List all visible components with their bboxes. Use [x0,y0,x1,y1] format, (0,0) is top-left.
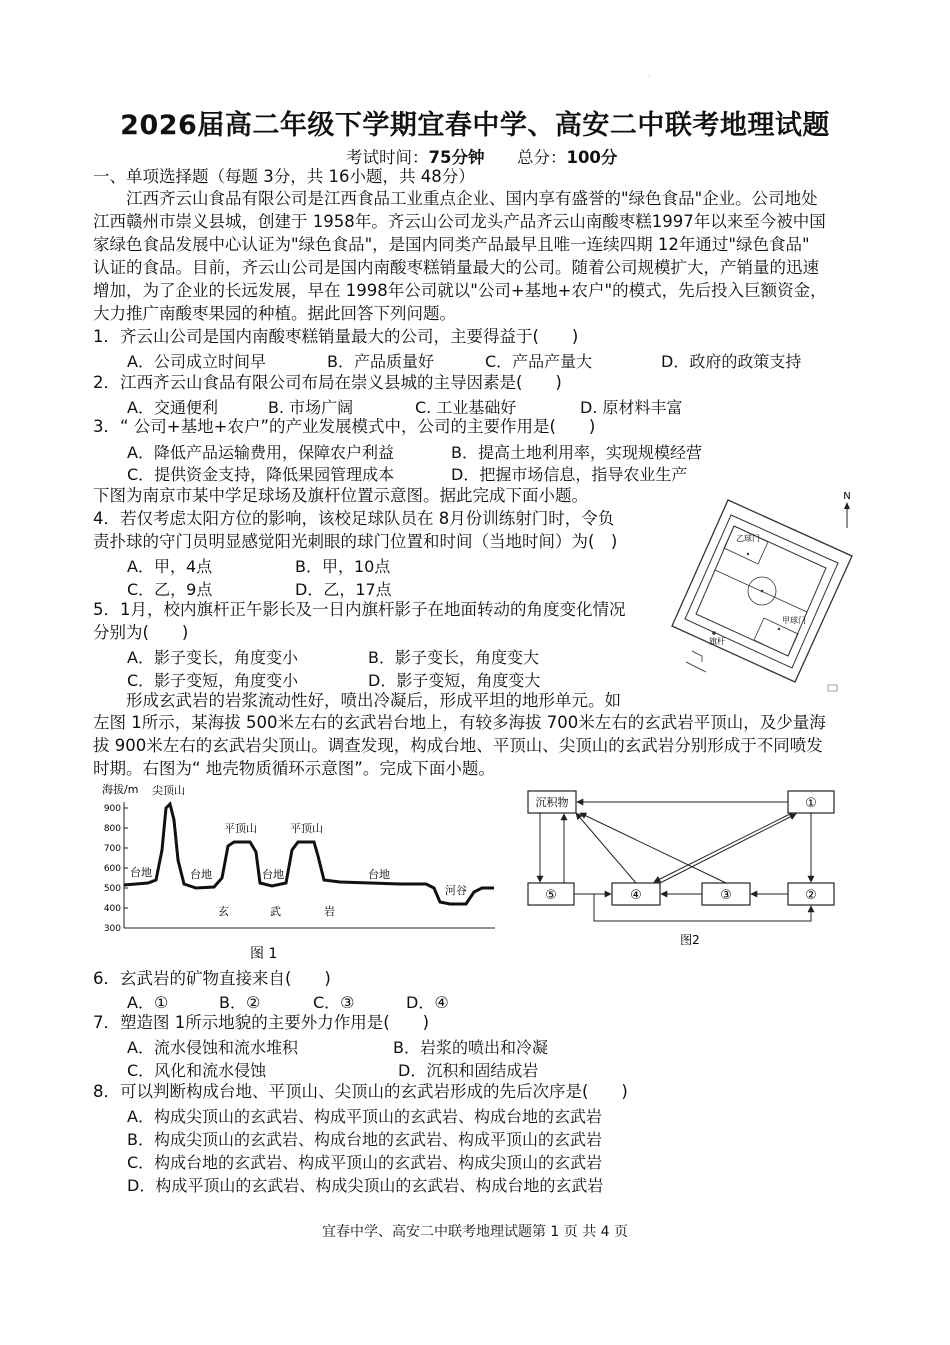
figure-intro: 下图为南京市某中学足球场及旗杆位置示意图。据此完成下面小题。 [93,486,588,505]
question-4-stem: 4．若仅考虑太阳方位的影响，该校足球队员在 8月份训练射门时，令负 [93,509,615,528]
q6-option-d[interactable]: D．④ [406,993,449,1012]
figure-1-caption: 图 1 [250,946,278,962]
arrow [580,813,726,883]
question-5-stem-cont: 分别为( ) [93,623,189,642]
passage-line: 增加，为了企业的长远发展，早在 1998年公司就以"公司+基地+农户"的模式，先后投入巨额资金， [93,281,827,300]
q2-option-b[interactable]: B. 市场广阔 [268,398,354,417]
fig1-ylabel: 海拔/m [102,783,139,796]
passage-line: 认证的食品。目前，齐云山公司是国内南酸枣糕销量最大的公司。随着公司规模扩大，产销量的迅速 [93,258,819,277]
score-label: 总分： [516,148,567,167]
q1-option-a[interactable]: A．公司成立时间早 [127,352,266,371]
q1-option-b[interactable]: B．产品质量好 [327,352,434,371]
q6-option-b[interactable]: B．② [219,993,261,1012]
q5-option-b[interactable]: B．影子变长，角度变大 [368,648,539,667]
label-plateau-1: 台地 [130,866,152,879]
label-valley: 河谷 [445,884,467,897]
box-3-label: ③ [720,888,732,903]
passage3-line: 左图 1所示，某海拔 500米左右的玄武岩台地上，有较多海拔 700米左右的玄武岩平顶山，及少量海 [93,713,826,732]
passage-line: 江西齐云山食品有限公司是江西食品工业重点企业、国内享有盛誉的"绿色食品"企业。公司地处 [126,189,818,208]
q4-option-d[interactable]: D．乙，17点 [295,580,392,599]
exam-info [346,144,617,168]
q2-option-c[interactable]: C. 工业基础好 [415,398,517,417]
corner-marker [828,685,837,691]
ytick: 500 [103,884,121,894]
label-rock-2: 武 [270,905,281,918]
question-5-stem: 5．1月，校内旗杆正午影长及一日内旗杆影子在地面转动的角度变化情况 [93,600,626,619]
q8-option-a[interactable]: A．构成尖顶山的玄武岩、构成平顶山的玄武岩、构成台地的玄武岩 [127,1107,602,1126]
label-plateau-3: 台地 [262,868,284,881]
q1-option-d[interactable]: D．政府的政策支持 [661,352,802,371]
ytick: 800 [103,824,121,834]
box-4-label: ④ [630,888,642,903]
page-title: 2026届高二年级下学期宜春中学、高安二中联考地理试题 [120,110,830,141]
question-7-stem: 7．塑造图 1所示地貌的主要外力作用是( ) [93,1013,430,1032]
q3-option-d[interactable]: D．把握市场信息，指导农业生产 [451,465,688,484]
passage3-line: 形成玄武岩的岩浆流动性好，喷出冷凝后，形成平坦的地形单元。如 [126,691,621,710]
ytick: 900 [103,804,121,814]
label-plateau-2: 台地 [190,868,212,881]
page-mark: · [648,72,651,81]
label-rock-3: 岩 [324,905,335,918]
figure-2-caption: 图2 [680,933,700,947]
flagpole-label: 旗杆 [709,637,725,646]
q5-option-c[interactable]: C．影子变短，角度变小 [127,671,299,690]
flagpole-marker [712,631,716,635]
goal-b-label: 乙球门 [736,534,760,543]
q7-option-a[interactable]: A．流水侵蚀和流水堆积 [127,1038,298,1057]
figure-1-terrain-profile [100,780,500,965]
terrain-line [124,804,494,904]
q8-option-d[interactable]: D．构成平顶山的玄武岩、构成尖顶山的玄武岩、构成台地的玄武岩 [127,1176,604,1195]
passage-line: 大力推广南酸枣果园的种植。据此回答下列问题。 [93,304,456,323]
question-2-stem: 2．江西齐云山食品有限公司布局在崇义县城的主导因素是( ) [93,373,562,392]
q4-option-c[interactable]: C．乙，9点 [127,580,213,599]
arrow [660,814,796,883]
label-flat-top-1: 平顶山 [224,822,257,835]
question-8-stem: 8．可以判断构成台地、平顶山、尖顶山的玄武岩形成的先后次序是( ) [93,1082,628,1101]
q7-option-d[interactable]: D．沉积和固结成岩 [398,1061,539,1080]
q6-option-a[interactable]: A．① [127,993,169,1012]
building-outline [686,651,706,672]
q7-option-c[interactable]: C．风化和流水侵蚀 [127,1061,267,1080]
section-heading: 一、单项选择题（每题 3分，共 16小题，共 48分） [93,167,475,186]
q2-option-d[interactable]: D. 原材料丰富 [580,398,683,417]
q4-option-b[interactable]: B．甲，10点 [295,557,391,576]
q7-option-b[interactable]: B．岩浆的喷出和冷凝 [393,1038,548,1057]
passage3-line: 拔 900米左右的玄武岩尖顶山。调查发现，构成台地、平顶山、尖顶山的玄武岩分别形成于不同喷发 [93,736,823,755]
ytick: 300 [103,924,121,934]
label-plateau-4: 台地 [368,868,390,881]
q8-option-c[interactable]: C．构成台地的玄武岩、构成平顶山的玄武岩、构成尖顶山的玄武岩 [127,1153,603,1172]
box-5-label: ⑤ [545,888,557,903]
label-peak: 尖顶山 [152,784,185,797]
arrow [576,813,636,883]
passage-line: 江西赣州市崇义县城，创建于 1958年。齐云山公司龙头产品齐云山南酸枣糕1997年以来至今被中国 [93,212,826,231]
q2-option-a[interactable]: A．交通便利 [127,398,218,417]
q4-option-a[interactable]: A．甲，4点 [127,557,213,576]
q5-option-d[interactable]: D．影子变短，角度变大 [368,671,541,690]
label-rock-1: 玄 [218,905,229,918]
goal-area-b [724,526,768,564]
ytick: 700 [103,844,121,854]
question-4-stem-cont: 责扑球的守门员明显感觉阳光刺眼的球门位置和时间（当地时间）为( ) [93,532,618,551]
arrow [654,813,792,882]
q8-option-b[interactable]: B．构成尖顶山的玄武岩、构成台地的玄武岩、构成平顶山的玄武岩 [127,1130,602,1149]
label-flat-top-2: 平顶山 [290,822,323,835]
q1-option-c[interactable]: C．产品产量大 [485,352,593,371]
exam-time: 75分钟 [428,148,485,167]
exam-time-label: 考试时间： [346,148,429,167]
q5-option-a[interactable]: A．影子变长，角度变小 [127,648,298,667]
ytick: 600 [103,864,121,874]
goal-a-label: 甲球门 [782,616,806,625]
box-1-label: ① [805,796,817,811]
score: 100分 [566,148,618,167]
passage-line: 家绿色食品发展中心认证为"绿色食品"，是国内同类产品最早且唯一连续四期 12年通过"绿色食品" [93,235,810,254]
box-sediment-label: 沉积物 [535,796,569,809]
q3-option-a[interactable]: A．降低产品运输费用，保障农户利益 [127,443,394,462]
figure-2-rock-cycle [520,783,842,953]
q6-option-c[interactable]: C．③ [313,993,355,1012]
box-2-label: ② [805,888,817,903]
question-1-stem: 1．齐云山公司是国内南酸枣糕销量最大的公司，主要得益于( ) [93,327,579,346]
page-footer: 宜春中学、高安二中联考地理试题第 1 页 共 4 页 [321,1224,629,1240]
question-3-stem: 3．“ 公司+基地+农户”的产业发展模式中，公司的主要作用是( ) [93,417,596,436]
question-6-stem: 6．玄武岩的矿物直接来自( ) [93,969,331,988]
ytick: 400 [103,904,121,914]
q3-option-b[interactable]: B．提高土地利用率，实现规模经营 [451,443,702,462]
q3-option-c[interactable]: C．提供资金支持，降低果园管理成本 [127,465,395,484]
north-arrow [843,491,850,528]
north-label: N [843,491,851,502]
center-spot [761,590,764,593]
passage3-line: 时期。右图为“ 地壳物质循环示意图”。完成下面小题。 [93,759,495,778]
football-field-figure [662,486,867,694]
